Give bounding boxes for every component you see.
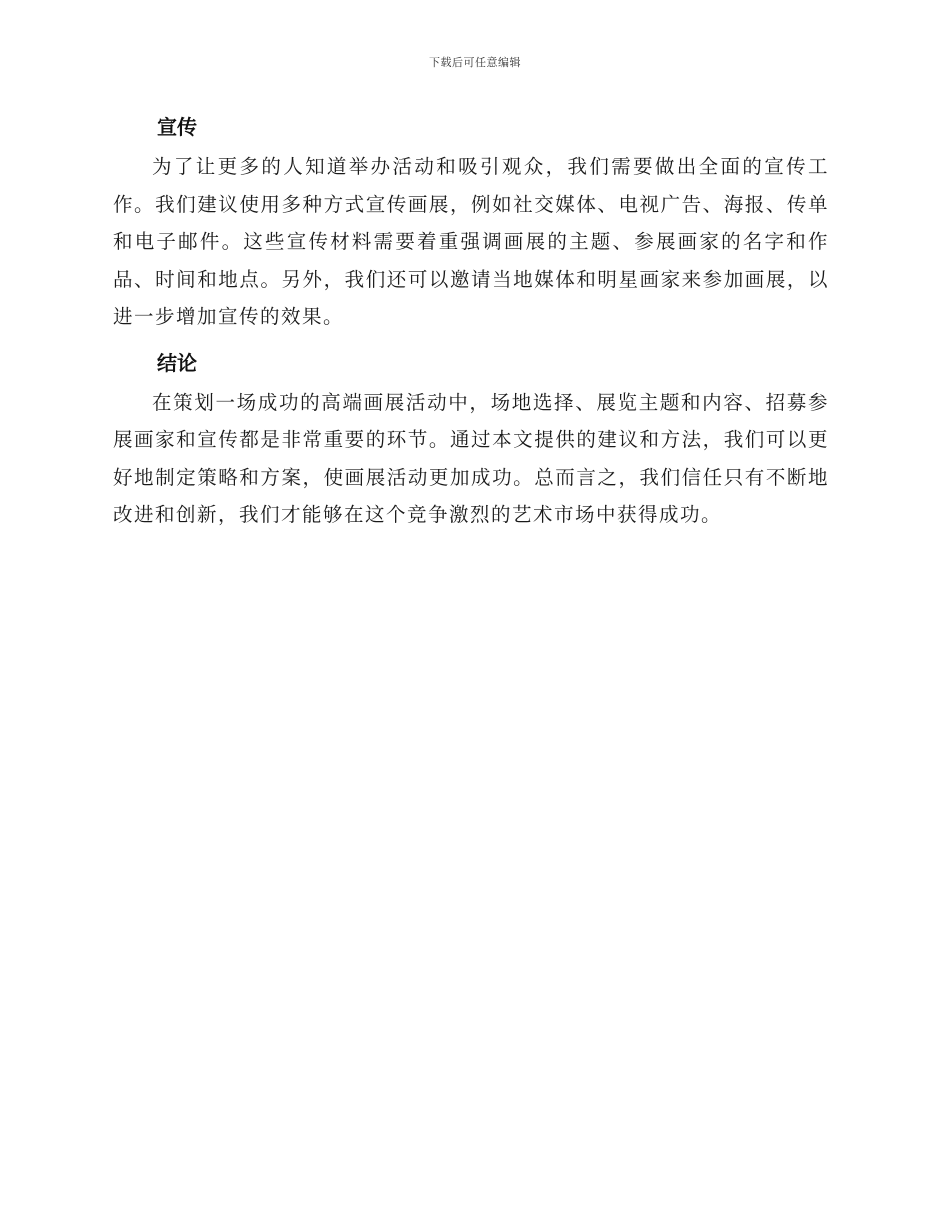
section-paragraph: 在策划一场成功的高端画展活动中，场地选择、展览主题和内容、招募参展画家和宣传都是非常重要的环节。通过本文提供的建议和方法，我们可以更好地制定策略和方案，使画展活动更加成功。总而言之，我们信任只有不断地改进和创新，我们才能够在这个竞争激烈的艺术市场中获得成功。 bbox=[113, 390, 829, 526]
page-header-note: 下载后可任意编辑 bbox=[429, 56, 521, 69]
section-heading: 宣传 bbox=[157, 115, 197, 139]
section-paragraph: 为了让更多的人知道举办活动和吸引观众，我们需要做出全面的宣传工作。我们建议使用多种方式宣传画展，例如社交媒体、电视广告、海报、传单和电子邮件。这些宣传材料需要着重强调画展的主题、参展画家的名字和作品、时间和地点。另外，我们还可以邀请当地媒体和明星画家来参加画展，以进一步增加宣传的效果。 bbox=[113, 155, 829, 328]
section-conclusion bbox=[113, 346, 829, 534]
document-body bbox=[113, 110, 829, 544]
section-heading: 结论 bbox=[157, 350, 197, 375]
section-promotion bbox=[113, 110, 829, 336]
